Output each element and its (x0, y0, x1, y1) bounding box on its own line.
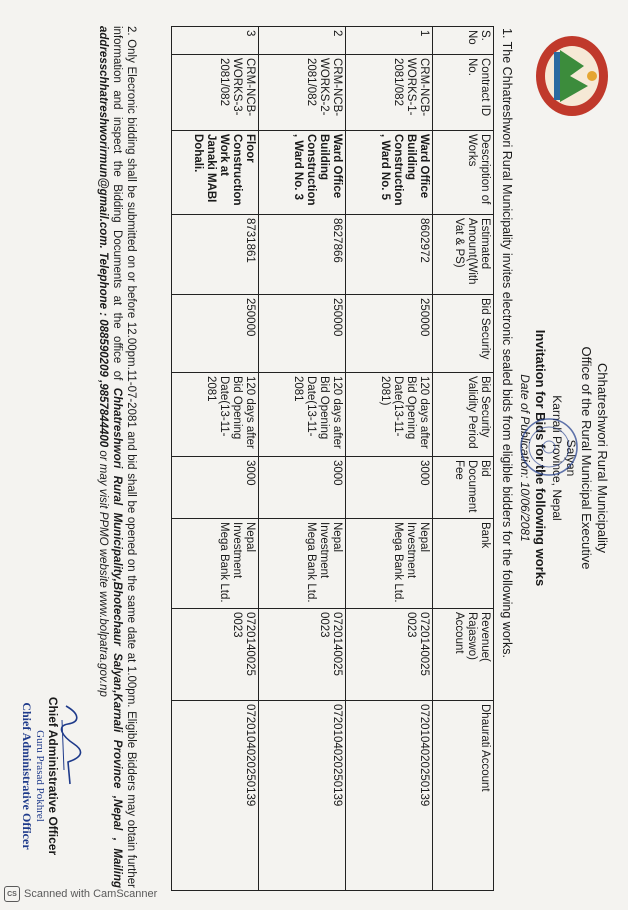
cell-bank: Nepal Investment Mega Bank Ltd. (172, 519, 259, 609)
column-header: Estimated Amount(With Vat & PS) (433, 215, 494, 295)
column-header: Bid Security Validity Period (433, 373, 494, 457)
cell-sn: 2 (259, 27, 346, 55)
rotated-notice-page (20, 8, 620, 908)
cell-document-fee: 3000 (259, 457, 346, 519)
table-row (346, 27, 433, 891)
camscanner-watermark (4, 886, 157, 902)
notice-title: Invitation for Bids for the following works (533, 329, 548, 587)
cell-revenue-account: 0720140025 0023 (346, 609, 433, 701)
cell-contract-id: CRM-NCB-WORKS-1-2081/082 (346, 55, 433, 131)
table-row (259, 27, 346, 891)
table-row (172, 27, 259, 891)
signatory-title: Chief Administrative Officer (46, 696, 60, 856)
cell-dhaurati-account: 0720104020250139 (172, 701, 259, 891)
publication-date: Date of Publication: 10/06/2081 (518, 374, 532, 542)
note-website: or may visit PPMO website www.bolpatra.gov.np (97, 447, 109, 697)
official-seal-stamp (518, 416, 580, 478)
header-line-1: Chhatreshwori Rural Municipality (595, 362, 610, 554)
cell-validity: 120 days after Bid Opening Date(13-11-2081) (346, 373, 433, 457)
header-line-3: Salyan (564, 439, 578, 477)
header-line-4: Karnali Province, Nepal (550, 395, 564, 521)
cell-document-fee: 3000 (346, 457, 433, 519)
header-line-2: Office of the Rural Municipal Executive (579, 346, 594, 570)
cell-document-fee: 3000 (172, 457, 259, 519)
cell-bid-security: 250000 (346, 295, 433, 373)
cell-revenue-account: 0720140025 0023 (259, 609, 346, 701)
cell-validity: 120 days after Bid Opening Date(13-11-2081 (172, 373, 259, 457)
cell-bid-security: 250000 (172, 295, 259, 373)
cell-sn: 3 (172, 27, 259, 55)
column-header: Bid Document Fee (433, 457, 494, 519)
column-header: Bank (433, 519, 494, 609)
cell-contract-id: CRM-NCB-WORKS-3-2081/082 (172, 55, 259, 131)
cell-description: Ward Office Building Construction , Ward No. 3 (259, 131, 346, 215)
cell-bank: Nepal Investment Mega Bank Ltd. (346, 519, 433, 609)
column-header: Description of Works (433, 131, 494, 215)
bids-table (171, 26, 494, 891)
cell-bank: Nepal Investment Mega Bank Ltd. (259, 519, 346, 609)
cell-sn: 1 (346, 27, 433, 55)
municipality-logo (532, 28, 612, 124)
cell-description: Floor Construction Work at Janaki MABI Dohali. (172, 131, 259, 215)
table-header-row (433, 27, 494, 891)
cell-dhaurati-account: 0720104020250139 (259, 701, 346, 891)
column-header: S. No (433, 27, 494, 55)
cell-validity: 120 days after Bid Opening Date(13-11-2081 (259, 373, 346, 457)
submission-note (96, 26, 138, 888)
intro-paragraph: 1. The Chhatreshwori Rural Municipality invites electronic sealed bids from eligible bidders for the following works. (500, 28, 514, 658)
cell-amount: 8731861 (172, 215, 259, 295)
signatory-stamp-title: Chief Administrative Officer (20, 702, 34, 850)
cell-amount: 8602972 (346, 215, 433, 295)
cell-amount: 8627866 (259, 215, 346, 295)
cell-contract-id: CRM-NCB-WORKS-2-2081/082 (259, 55, 346, 131)
signatory-name: Guru Prasad Pokhrel (34, 730, 46, 822)
note-address: Chhatreshwori Rural Municipality,Bhotechaur Salyan,Karnali Province ,Nepal , Mailing addresschhatreshworirmun@gmail.com. Telephone : 088590209 ,9857844400 (97, 26, 123, 888)
cell-description: Ward Office Building Construction , Ward No. 5 (346, 131, 433, 215)
column-header: Revenue( Rajaswo) Account (433, 609, 494, 701)
column-header: Bid Security (433, 295, 494, 373)
handwritten-signature (58, 700, 84, 790)
column-header: Contract ID No. (433, 55, 494, 131)
cell-dhaurati-account: 0720104020250139 (346, 701, 433, 891)
note-text: 2. Only Elecronic bidding shall be submitted on or before 12.00pm.11-07-2081 and bid shall be opened on the same date at 1.00pm. Eligible Bidders may obtain further information and inspect the Bidding Documents at the office of (111, 26, 137, 888)
camscanner-icon: CS (4, 886, 20, 902)
cell-bid-security: 250000 (259, 295, 346, 373)
cell-revenue-account: 0720140025 0023 (172, 609, 259, 701)
camscanner-label: Scanned with CamScanner (24, 888, 158, 900)
column-header: Dhaurati Account (433, 701, 494, 891)
